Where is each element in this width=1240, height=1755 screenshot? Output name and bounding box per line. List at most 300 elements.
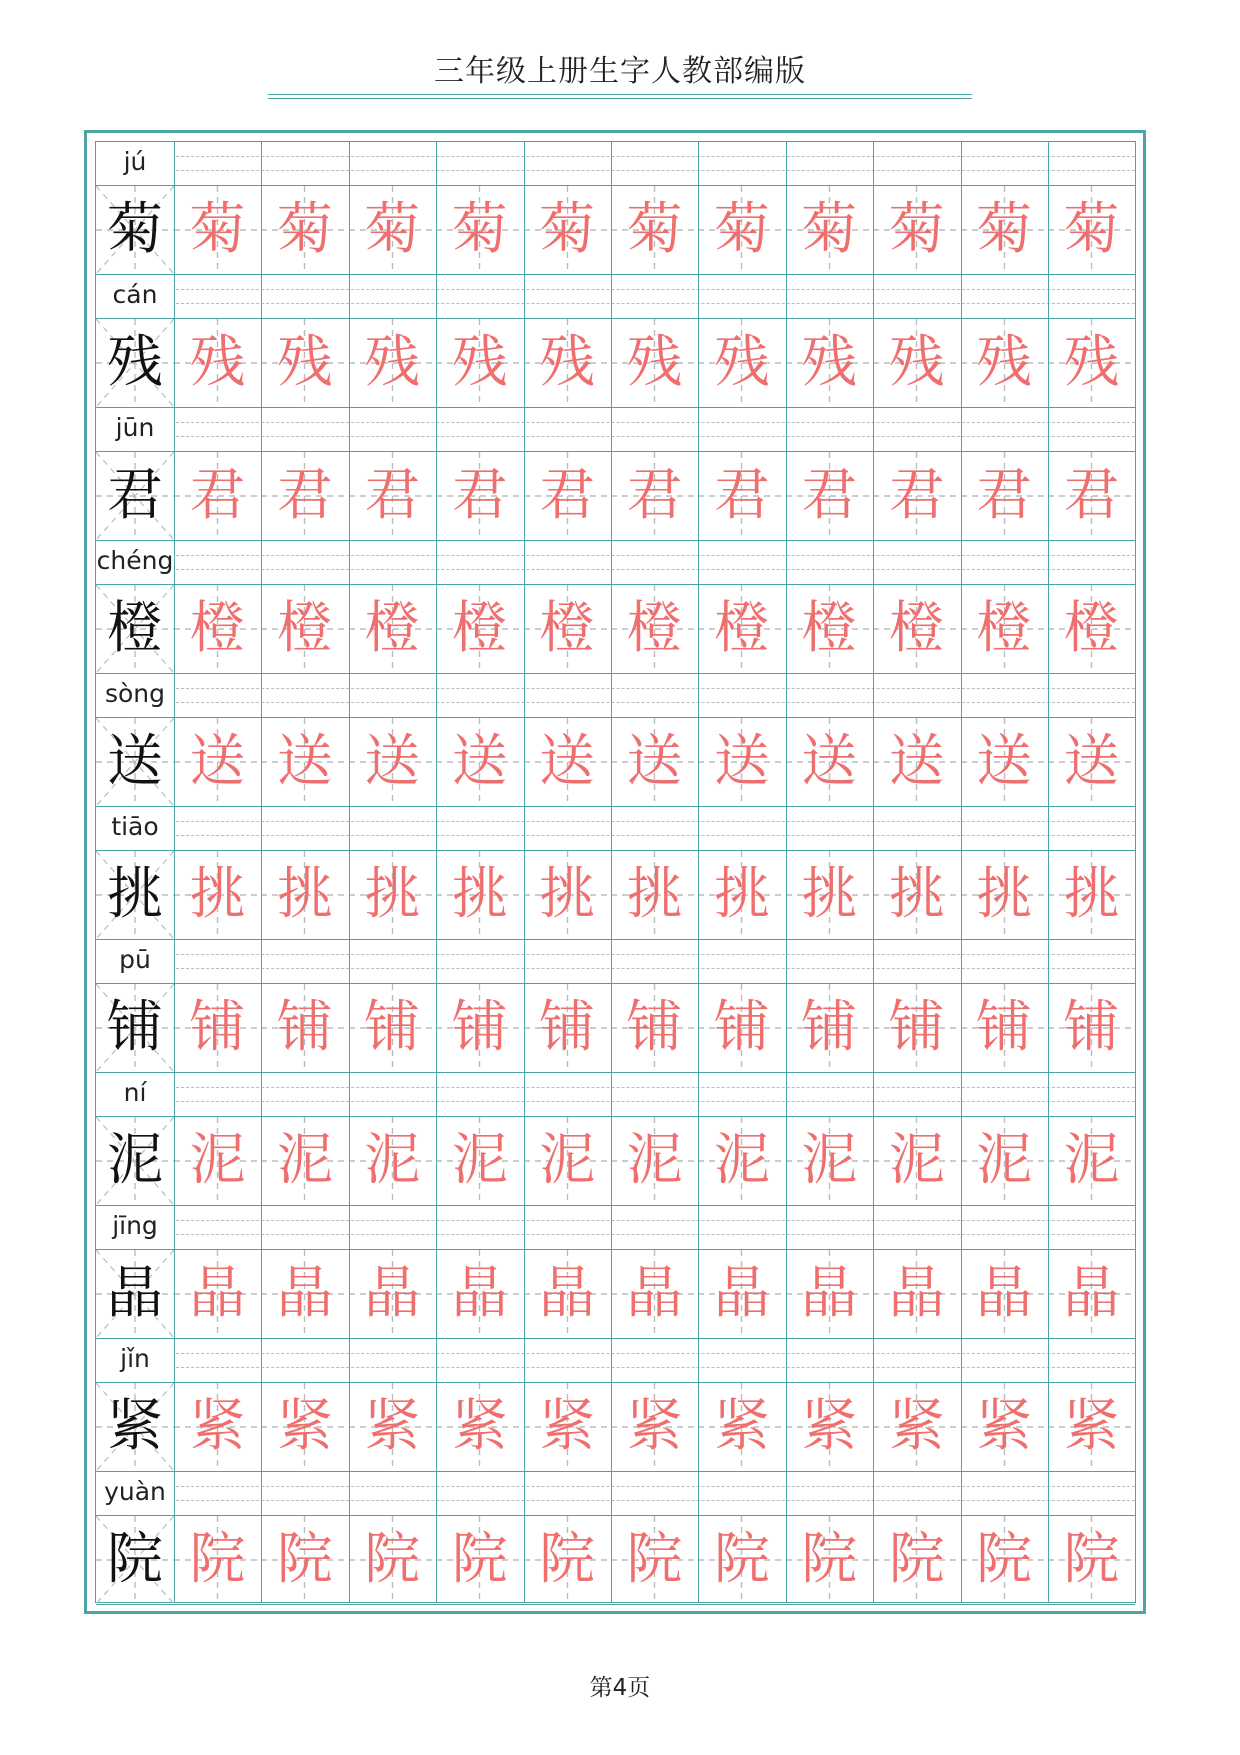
trace-character: 君 [189,463,246,528]
model-character: 残 [107,330,163,395]
trace-character: 紧 [976,1394,1033,1459]
trace-character: 泥 [451,1128,508,1193]
trace-character-cell [698,452,785,540]
trace-character: 残 [276,330,333,395]
trace-character: 紧 [276,1394,333,1459]
trace-character: 残 [713,330,770,395]
trace-character: 残 [626,330,683,395]
pinyin-label: tiāo [96,812,174,842]
pinyin-guide-line [96,569,1135,570]
trace-character: 铺 [1063,995,1120,1060]
model-character-cell [96,585,174,673]
trace-character-cell [873,1383,960,1471]
model-character: 君 [107,463,163,528]
trace-character: 君 [539,463,596,528]
trace-character-cell [1048,319,1135,407]
trace-character: 院 [364,1527,421,1592]
trace-character: 君 [626,463,683,528]
trace-character: 菊 [539,197,596,262]
trace-character-cell [436,1516,523,1604]
pinyin-label: yuàn [96,1477,174,1507]
trace-character-cell [873,984,960,1072]
title-underline-bottom [268,98,972,99]
grid-column-line [349,142,350,1602]
trace-character-cell [174,1516,261,1604]
model-character: 紧 [107,1394,163,1459]
trace-character: 送 [1063,729,1120,794]
trace-character: 院 [626,1527,683,1592]
trace-character: 送 [888,729,945,794]
pinyin-label: jūn [96,413,174,443]
trace-character: 铺 [713,995,770,1060]
trace-character: 铺 [364,995,421,1060]
character-row [96,275,1137,408]
pinyin-guide-line [96,289,1135,290]
pinyin-label: jú [96,147,174,177]
trace-character-cell [873,1117,960,1205]
character-cells [96,585,1135,674]
model-character-cell [96,1383,174,1471]
trace-character-cell [961,452,1048,540]
trace-character-cell [1048,452,1135,540]
trace-character: 挑 [189,862,246,927]
trace-character: 泥 [276,1128,333,1193]
trace-character-cell [611,585,698,673]
trace-character-cell [611,1516,698,1604]
trace-character: 铺 [976,995,1033,1060]
pinyin-writing-strip [96,940,1135,984]
trace-character: 挑 [539,862,596,927]
trace-character: 送 [364,729,421,794]
trace-character-cell [174,585,261,673]
trace-character-cell [873,1516,960,1604]
trace-character: 泥 [713,1128,770,1193]
trace-character-cell [261,1516,348,1604]
trace-character-cell [436,186,523,274]
grid-column-line [1048,142,1049,1602]
pinyin-guide-line [96,954,1135,955]
trace-character-cell [698,984,785,1072]
trace-character-cell [524,1383,611,1471]
writing-grid [95,141,1136,1603]
trace-character: 铺 [626,995,683,1060]
pinyin-label: sòng [96,679,174,709]
character-cells [96,851,1135,940]
trace-character-cell [1048,1250,1135,1338]
trace-character: 残 [801,330,858,395]
character-row [96,142,1137,275]
model-character-cell [96,851,174,939]
trace-character: 院 [276,1527,333,1592]
trace-character-cell [349,1250,436,1338]
trace-character: 院 [713,1527,770,1592]
pinyin-guide-line [96,1486,1135,1487]
character-cells [96,452,1135,541]
pinyin-guide-line [96,968,1135,969]
trace-character-cell [524,984,611,1072]
pinyin-guide-line [96,1500,1135,1501]
trace-character-cell [786,452,873,540]
pinyin-label: cán [96,280,174,310]
trace-character: 菊 [888,197,945,262]
trace-character-cell [611,1383,698,1471]
trace-character: 残 [539,330,596,395]
pinyin-writing-strip [96,674,1135,718]
trace-character: 挑 [364,862,421,927]
model-character: 泥 [107,1128,163,1193]
trace-character: 晶 [626,1261,683,1326]
trace-character-cell [436,1250,523,1338]
trace-character: 菊 [801,197,858,262]
trace-character-cell [349,1117,436,1205]
model-character: 菊 [107,197,163,262]
trace-character-cell [261,1250,348,1338]
trace-character: 残 [976,330,1033,395]
trace-character: 送 [189,729,246,794]
character-row [96,807,1137,940]
character-cells [96,718,1135,807]
trace-character-cell [174,851,261,939]
pinyin-guide-line [96,702,1135,703]
trace-character: 紧 [364,1394,421,1459]
model-character-cell [96,984,174,1072]
trace-character-cell [786,1516,873,1604]
grid-column-line [961,142,962,1602]
trace-character-cell [698,1516,785,1604]
page-number: 第4页 [589,1675,651,1701]
trace-character-cell [524,1117,611,1205]
trace-character: 送 [713,729,770,794]
trace-character: 泥 [539,1128,596,1193]
trace-character-cell [611,319,698,407]
trace-character: 晶 [1063,1261,1120,1326]
trace-character-cell [524,585,611,673]
pinyin-label: ní [96,1078,174,1108]
trace-character-cell [1048,1516,1135,1604]
pinyin-label: chéng [96,546,174,575]
trace-character: 紧 [539,1394,596,1459]
trace-character-cell [174,319,261,407]
trace-character-cell [698,1250,785,1338]
trace-character-cell [786,319,873,407]
trace-character-cell [436,1117,523,1205]
model-character: 橙 [107,596,163,661]
trace-character-cell [786,1250,873,1338]
trace-character-cell [349,984,436,1072]
trace-character-cell [611,452,698,540]
trace-character: 泥 [1063,1128,1120,1193]
trace-character: 泥 [364,1128,421,1193]
character-row [96,940,1137,1073]
character-row [96,1206,1137,1339]
trace-character: 菊 [713,197,770,262]
trace-character-cell [1048,1383,1135,1471]
pinyin-guide-line [96,303,1135,304]
trace-character-cell [786,186,873,274]
trace-character-cell [261,718,348,806]
title-underline-top [268,94,972,95]
pinyin-guide-line [96,422,1135,423]
trace-character: 铺 [539,995,596,1060]
pinyin-writing-strip [96,541,1135,585]
trace-character-cell [349,718,436,806]
pinyin-guide-line [96,688,1135,689]
trace-character: 院 [539,1527,596,1592]
grid-column-line [611,142,612,1602]
trace-character: 君 [976,463,1033,528]
trace-character: 挑 [451,862,508,927]
trace-character-cell [961,319,1048,407]
trace-character: 君 [713,463,770,528]
trace-character-cell [786,718,873,806]
trace-character-cell [961,1117,1048,1205]
trace-character-cell [961,585,1048,673]
grid-column-line [436,142,437,1602]
character-cells [96,1516,1135,1605]
trace-character-cell [873,851,960,939]
pinyin-guide-line [96,170,1135,171]
model-character: 送 [107,729,163,794]
trace-character-cell [698,851,785,939]
pinyin-writing-strip [96,142,1135,186]
trace-character-cell [611,984,698,1072]
trace-character: 君 [364,463,421,528]
trace-character: 泥 [189,1128,246,1193]
trace-character-cell [436,319,523,407]
trace-character-cell [961,851,1048,939]
trace-character: 院 [451,1527,508,1592]
trace-character-cell [698,1117,785,1205]
trace-character-cell [174,452,261,540]
trace-character: 送 [539,729,596,794]
trace-character: 菊 [276,197,333,262]
trace-character-cell [786,851,873,939]
model-character-cell [96,1117,174,1205]
pinyin-writing-strip [96,1073,1135,1117]
trace-character-cell [261,585,348,673]
trace-character-cell [786,984,873,1072]
trace-character-cell [524,452,611,540]
trace-character-cell [1048,984,1135,1072]
trace-character-cell [349,1383,436,1471]
trace-character: 橙 [189,596,246,661]
pinyin-label: pū [96,945,174,975]
grid-column-line [261,142,262,1602]
trace-character-cell [611,186,698,274]
trace-character: 晶 [364,1261,421,1326]
trace-character-cell [524,718,611,806]
character-cells [96,186,1135,275]
trace-character-cell [961,1250,1048,1338]
pinyin-guide-line [96,1101,1135,1102]
trace-character-cell [524,186,611,274]
trace-character: 送 [801,729,858,794]
trace-character-cell [873,585,960,673]
pinyin-writing-strip [96,408,1135,452]
trace-character: 院 [888,1527,945,1592]
trace-character: 残 [451,330,508,395]
trace-character: 菊 [189,197,246,262]
trace-character: 挑 [888,862,945,927]
trace-character-cell [698,319,785,407]
character-cells [96,984,1135,1073]
trace-character: 挑 [276,862,333,927]
trace-character: 泥 [888,1128,945,1193]
trace-character: 紧 [1063,1394,1120,1459]
trace-character: 菊 [976,197,1033,262]
trace-character-cell [786,1383,873,1471]
trace-character-cell [524,851,611,939]
trace-character: 橙 [539,596,596,661]
trace-character-cell [961,1383,1048,1471]
pinyin-guide-line [96,1367,1135,1368]
trace-character: 紧 [626,1394,683,1459]
trace-character-cell [436,984,523,1072]
trace-character-cell [174,718,261,806]
trace-character: 晶 [189,1261,246,1326]
trace-character: 晶 [276,1261,333,1326]
character-row [96,541,1137,674]
model-character: 挑 [107,862,163,927]
trace-character: 橙 [713,596,770,661]
character-cells [96,1250,1135,1339]
trace-character-cell [1048,718,1135,806]
model-character: 铺 [107,995,163,1060]
trace-character: 晶 [451,1261,508,1326]
trace-character: 铺 [801,995,858,1060]
trace-character-cell [1048,186,1135,274]
trace-character: 紧 [801,1394,858,1459]
trace-character: 晶 [713,1261,770,1326]
grid-column-line [174,142,175,1602]
trace-character: 橙 [626,596,683,661]
trace-character: 橙 [801,596,858,661]
trace-character: 橙 [976,596,1033,661]
trace-character-cell [611,1117,698,1205]
pinyin-writing-strip [96,1472,1135,1516]
trace-character-cell [1048,851,1135,939]
trace-character-cell [261,452,348,540]
trace-character: 紧 [888,1394,945,1459]
trace-character-cell [261,319,348,407]
grid-column-line [524,142,525,1602]
pinyin-label: jǐn [96,1344,174,1374]
trace-character: 残 [364,330,421,395]
pinyin-writing-strip [96,807,1135,851]
trace-character: 泥 [801,1128,858,1193]
trace-character-cell [786,585,873,673]
trace-character: 晶 [888,1261,945,1326]
trace-character-cell [611,1250,698,1338]
trace-character-cell [524,1250,611,1338]
trace-character-cell [261,186,348,274]
character-cells [96,319,1135,408]
trace-character-cell [698,585,785,673]
model-character-cell [96,1516,174,1604]
trace-character: 泥 [976,1128,1033,1193]
trace-character: 院 [1063,1527,1120,1592]
grid-column-line [873,142,874,1602]
pinyin-writing-strip [96,1339,1135,1383]
model-character-cell [96,1250,174,1338]
trace-character-cell [873,1250,960,1338]
trace-character-cell [174,984,261,1072]
trace-character: 挑 [976,862,1033,927]
pinyin-label: jīng [96,1211,174,1241]
pinyin-guide-line [96,835,1135,836]
pinyin-guide-line [96,821,1135,822]
pinyin-writing-strip [96,1206,1135,1250]
trace-character-cell [436,718,523,806]
trace-character: 橙 [451,596,508,661]
character-cells [96,1117,1135,1206]
grid-column-line [786,142,787,1602]
trace-character-cell [611,851,698,939]
trace-character-cell [436,585,523,673]
pinyin-guide-line [96,1353,1135,1354]
trace-character-cell [786,1117,873,1205]
trace-character: 铺 [888,995,945,1060]
trace-character: 君 [276,463,333,528]
character-row [96,1339,1137,1472]
trace-character: 院 [189,1527,246,1592]
character-row [96,1073,1137,1206]
trace-character-cell [261,984,348,1072]
trace-character: 挑 [713,862,770,927]
trace-character: 挑 [1063,862,1120,927]
trace-character: 送 [276,729,333,794]
trace-character-cell [174,1383,261,1471]
character-row [96,674,1137,807]
model-character: 晶 [107,1261,163,1326]
character-row [96,408,1137,541]
trace-character-cell [349,585,436,673]
trace-character: 菊 [626,197,683,262]
character-row [96,1472,1137,1605]
trace-character: 送 [976,729,1033,794]
trace-character-cell [261,1383,348,1471]
grid-column-line [698,142,699,1602]
trace-character: 橙 [1063,596,1120,661]
trace-character: 橙 [276,596,333,661]
trace-character-cell [961,1516,1048,1604]
trace-character-cell [349,452,436,540]
model-character-cell [96,319,174,407]
trace-character: 挑 [626,862,683,927]
trace-character-cell [873,452,960,540]
trace-character-cell [698,1383,785,1471]
trace-character: 泥 [626,1128,683,1193]
model-character-cell [96,186,174,274]
trace-character: 君 [801,463,858,528]
pinyin-guide-line [96,1087,1135,1088]
pinyin-guide-line [96,1234,1135,1235]
trace-character-cell [611,718,698,806]
trace-character-cell [349,186,436,274]
trace-character: 橙 [888,596,945,661]
trace-character: 君 [451,463,508,528]
trace-character: 残 [189,330,246,395]
trace-character-cell [524,319,611,407]
trace-character-cell [174,186,261,274]
trace-character: 菊 [451,197,508,262]
trace-character-cell [349,851,436,939]
trace-character-cell [1048,585,1135,673]
trace-character-cell [698,186,785,274]
trace-character-cell [436,452,523,540]
trace-character-cell [349,1516,436,1604]
trace-character: 铺 [276,995,333,1060]
